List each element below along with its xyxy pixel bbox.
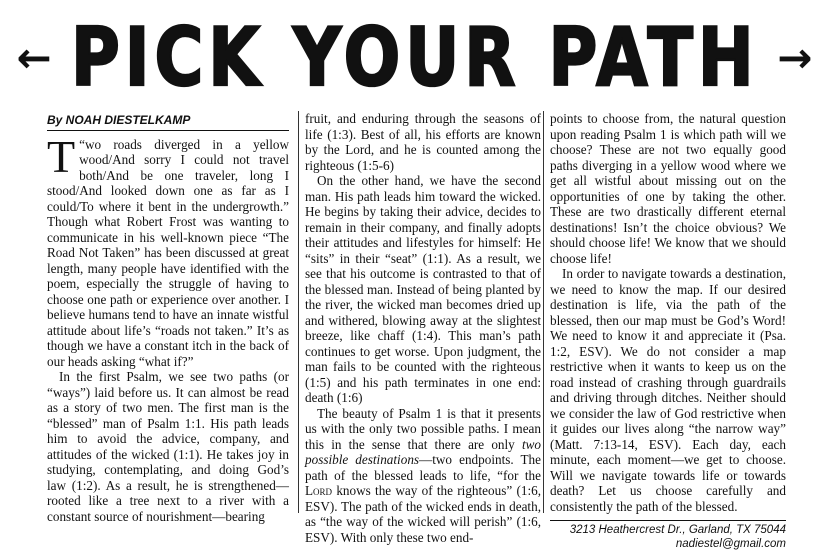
- title-text: PICK YOUR PATH: [70, 11, 759, 105]
- right-arrow-icon: →: [777, 33, 813, 82]
- byline: By NOAH DIESTELKAMP: [47, 113, 289, 131]
- left-arrow-icon: ←: [16, 33, 52, 82]
- text-run: knows the way of the righteous” (1:6, ESV). The path of the wicked ends in death, as “the way of the wicked will perish” (1:6, ESV). With only these two end-: [305, 483, 541, 545]
- article-title: [0, 11, 829, 105]
- paragraph: [47, 130, 289, 370]
- column-2: [298, 111, 542, 545]
- text-run: The beauty of Psalm 1 is that it presents us with the only two possible paths. I mean this in the sense that there are only: [305, 405, 541, 452]
- paragraph: In the first Psalm, we see two paths (or “ways”) laid before us. It can almost be read as a story of two men. The first man is the “blessed” man of Psalm 1:1. His path leads him to avoid the advice, company, and attitudes of the wicked (1:1). He takes joy in studying, contemplating, and doing God’s law (1:2). As a result, he is strengthened—rooted like a tree next to a river with a constant source of nourishment—bearing: [47, 369, 289, 524]
- author-address: 3213 Heathercrest Dr., Garland, TX 75044: [569, 524, 786, 536]
- column-1: [47, 111, 289, 524]
- paragraph: In order to navigate towards a destination, we need to know the map. If our desired destination is life, via the path of the blessed, then our map must be God’s Word! We need to know it and appreciate it (Psa. 1:2, ESV). We do not consider a map restrictive when it wants to keep us on the road instead of crashing through guardrails and driving through ditches. Neither should we consider the law of God restrictive when it guides our lives along “the narrow way” (Matt. 7:13-14, ESV). Each day, each minute, each moment—we get to choose. Will we navigate towards life or towards death? Let us choose carefully and consistently the path of the blessed.: [550, 266, 786, 514]
- author-email[interactable]: nadiestel@gmail.com: [675, 538, 786, 550]
- author-signature: [550, 520, 786, 551]
- dropcap: T: [47, 130, 76, 182]
- paragraph-text: wo roads diverged in a yellow wood/And sorry I could not travel both/And be one traveler, long I stood/And looked down one as far as I could/To where it bent in the undergrowth.” Though what Robert Frost was wanting to communicate in his well-known piece “The Road Not Taken” has been discussed at great length, many people have identified with the poem, especially the struggle of having to choose one path or experience over another. I believe humans tend to have an innate wistful attitude about life’s “roads not taken.” It’s as though we have a constant itch in the back of our heads asking “what if?”: [47, 136, 289, 369]
- column-3: [543, 111, 786, 550]
- paragraph: On the other hand, we have the second man. His path leads him toward the wicked. He begins by taking their advice, decides to remain in their company, and finally adopts their attitudes and lifestyles for himself: He “sits” in their “seat” (1:1). As a result, we see that his outcome is contrasted to that of the blessed man. Instead of being planted by the river, the wicked man becomes dried up and withered, blowing away at the slightest breeze, like chaff (1:4). This man’s path continues to get worse. Upon judgment, the man fails to be counted with the righteous (1:5) and his path terminates in one end: death (1:6): [305, 173, 541, 405]
- opening-quote: “: [79, 136, 85, 152]
- text-run: —two endpoints. The path of the blessed leads to life, “for the: [305, 452, 542, 483]
- paragraph: [305, 406, 541, 546]
- paragraph: fruit, and enduring through the seasons of life (1:3). Best of all, his efforts are known by the Lord, and he is counted among the righteous (1:5-6): [305, 111, 541, 173]
- small-caps-lord: Lord: [305, 483, 333, 498]
- emphasis: two possible destinations: [305, 436, 541, 467]
- paragraph: points to choose from, the natural question upon reading Psalm 1 is which path will we choose? These are not two equally good paths diverging in a yellow wood where we get all wistful about missing out on the opportunities of one by taking the other. These are two drastically different eternal destinations! Isn’t the choice obvious? We should choose life! We know that we should choose life!: [550, 111, 786, 266]
